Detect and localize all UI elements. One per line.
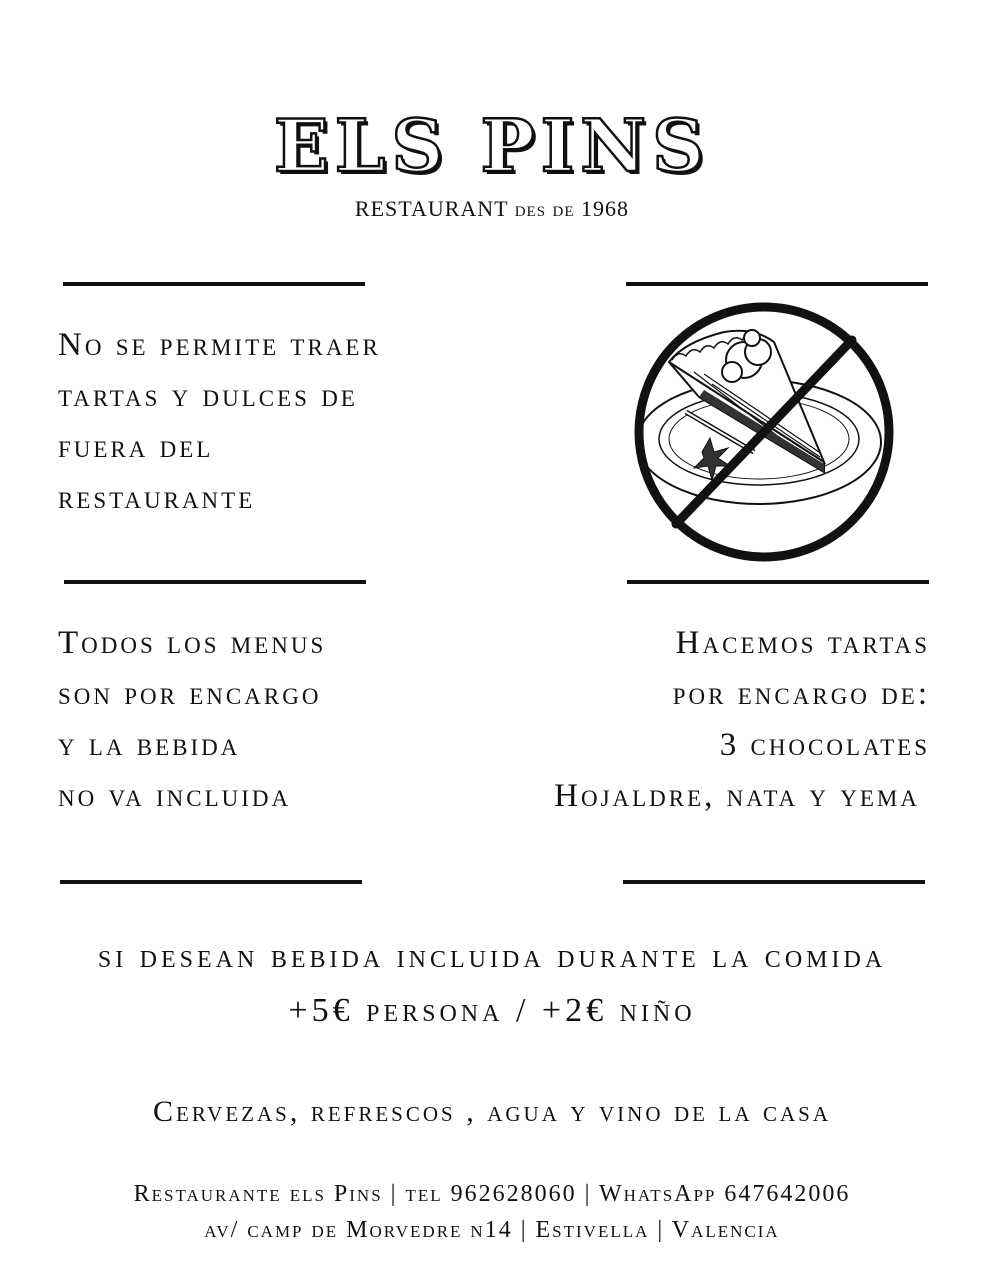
drink-price-line: +5€ persona / +2€ niño <box>288 992 696 1029</box>
subtitle-main: RESTAURANT <box>354 196 509 221</box>
divider-rule <box>626 282 928 286</box>
cakes-line: 3 chocolates <box>719 727 930 763</box>
cakes-line: por encargo de: <box>672 676 930 712</box>
drink-offer-line: si desean bebida incluida durante la comida <box>97 938 887 975</box>
footer-contact-line: Restaurante els Pins | tel 962628060 | WhatsApp 647642006 <box>133 1181 851 1207</box>
notice-line: restaurante <box>58 480 256 516</box>
contact-footer <box>0 1176 984 1248</box>
restaurant-logo-title: ELS PINS <box>273 103 711 188</box>
subtitle-since: des de 1968 <box>514 196 630 221</box>
menus-line: y la bebida <box>58 727 241 763</box>
cakes-offer <box>554 618 930 822</box>
divider-rule <box>60 880 362 884</box>
divider-rule <box>623 880 925 884</box>
menus-line: son por encargo <box>58 676 322 712</box>
divider-rule <box>64 580 366 584</box>
no-outside-cakes-notice <box>58 320 381 524</box>
footer-address-line: av/ camp de Morvedre n14 | Estivella | Valencia <box>204 1217 780 1243</box>
divider-rule <box>627 580 929 584</box>
menus-line: Todos los menus <box>58 625 327 661</box>
cakes-line: Hacemos tartas <box>675 625 930 661</box>
divider-rule <box>63 282 365 286</box>
drink-offer <box>0 930 984 1038</box>
menus-line: no va incluida <box>58 778 292 814</box>
notice-line: tartas y dulces de <box>58 378 358 414</box>
cakes-line: Hojaldre, nata y yema <box>554 778 920 814</box>
restaurant-subtitle <box>0 198 984 220</box>
no-cake-icon <box>624 302 904 572</box>
beverages-list: Cervezas, refrescos , agua y vino de la casa <box>152 1095 832 1128</box>
notice-line: No se permite traer <box>58 327 381 363</box>
notice-line: fuera del <box>58 429 214 465</box>
menus-notice <box>58 618 326 822</box>
